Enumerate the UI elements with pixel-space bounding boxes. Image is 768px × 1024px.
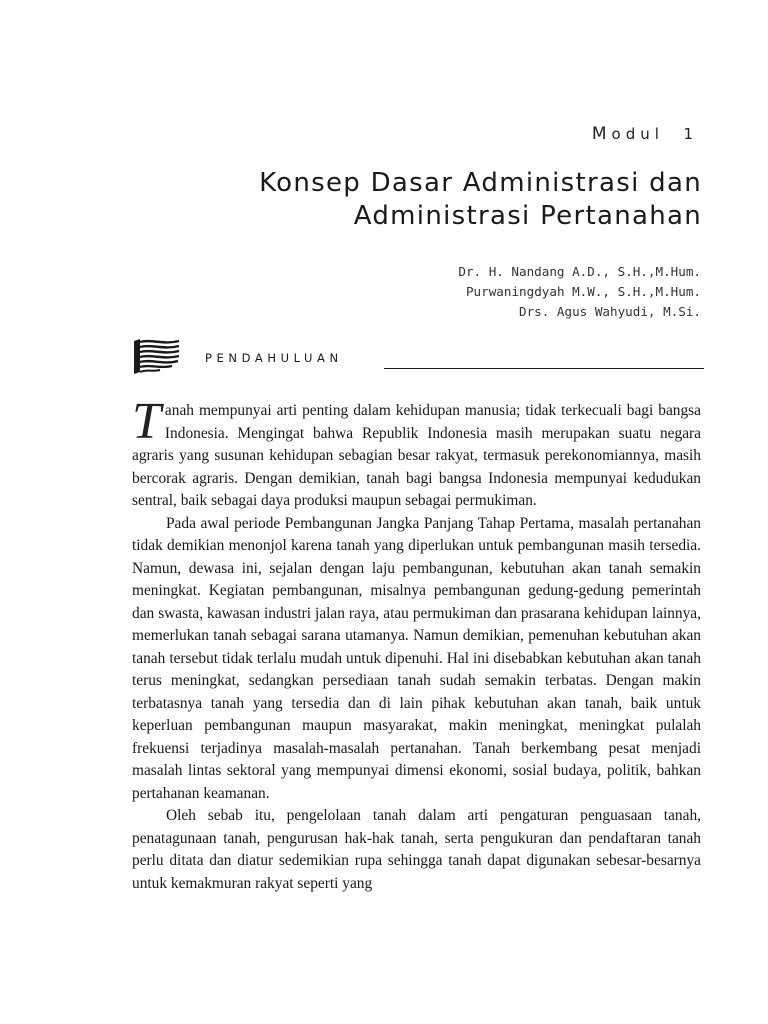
module-title-line-1: Konsep Dasar Administrasi dan [259, 168, 702, 198]
book-pages-icon [132, 338, 182, 376]
module-label-initial: M [591, 124, 612, 144]
author-1: Dr. H. Nandang A.D., S.H.,M.Hum. [458, 264, 701, 279]
module-label-word: odul [611, 125, 664, 143]
author-2: Purwaningdyah M.W., S.H.,M.Hum. [465, 284, 701, 299]
paragraph-1 [132, 393, 701, 513]
module-title [142, 167, 702, 233]
section-title: PENDAHULUAN [205, 351, 343, 365]
author-3: Drs. Agus Wahyudi, M.Si. [519, 304, 701, 319]
module-title-line-2: Administrasi Pertanahan [353, 201, 702, 231]
author-list [281, 262, 701, 322]
paragraph-1-text: anah mempunyai arti penting dalam kehidupan manusia; tidak terkecuali bagi bangsa Indonesia. Mengingat bahwa Republik Indonesia masih merupakan suatu negara agraris yang susunan kehidupan sebagian besar rakyat, termasuk perekonomiannya, masih bercorak agraris. Dengan demikian, tanah bagi bangsa Indonesia mempunyai kedudukan sentral, baik sebagai daya produksi maupun sebagai permukiman. [132, 402, 701, 509]
module-number: 1 [683, 125, 698, 143]
module-label [592, 124, 698, 144]
paragraph-3: Oleh sebab itu, pengelolaan tanah dalam arti pengaturan penguasaan tanah, penatagunaan tanah, pengurusan hak-hak tanah, serta pengukuran dan pendaftaran tanah perlu ditata dan diatur sedemikian rupa sehingga tanah dapat digunakan sebesar-besarnya untuk kemakmuran rakyat seperti yang [132, 807, 701, 892]
drop-cap: T [132, 393, 161, 450]
body-text [132, 393, 701, 895]
paragraph-2: Pada awal periode Pembangunan Jangka Panjang Tahap Pertama, masalah pertanahan tidak demikian menonjol karena tanah yang diperlukan untuk pembangunan masih tersedia. Namun, dewasa ini, sejalan dengan laju pembangunan, kebutuhan akan tanah semakin meningkat. Kegiatan pembangunan, misalnya pembangunan gedung-gedung pemerintah dan swasta, kawasan industri jalan raya, atau permukiman dan prasarana kehidupan lainnya, memerlukan tanah sebagai sarana utamanya. Namun demikian, pemenuhan kebutuhan akan tanah tersebut tidak terlalu mudah untuk dipenuhi. Hal ini disebabkan kebutuhan akan tanah terus meningkat, sedangkan persediaan tanah sudah semakin terbatas. Dengan makin terbatasnya tanah yang tersedia dan di lain pihak kebutuhan akan tanah, baik untuk keperluan pembangunan maupun masyarakat, makin meningkat, meningkat pulalah frekuensi terjadinya masalah-masalah pertanahan. Tanah berkembang pesat menjadi masalah lintas sektoral yang mempunyai dimensi ekonomi, sosial budaya, politik, bahkan pertahanan keamanan. [132, 514, 701, 802]
section-divider [384, 368, 704, 369]
section-header [132, 338, 704, 376]
